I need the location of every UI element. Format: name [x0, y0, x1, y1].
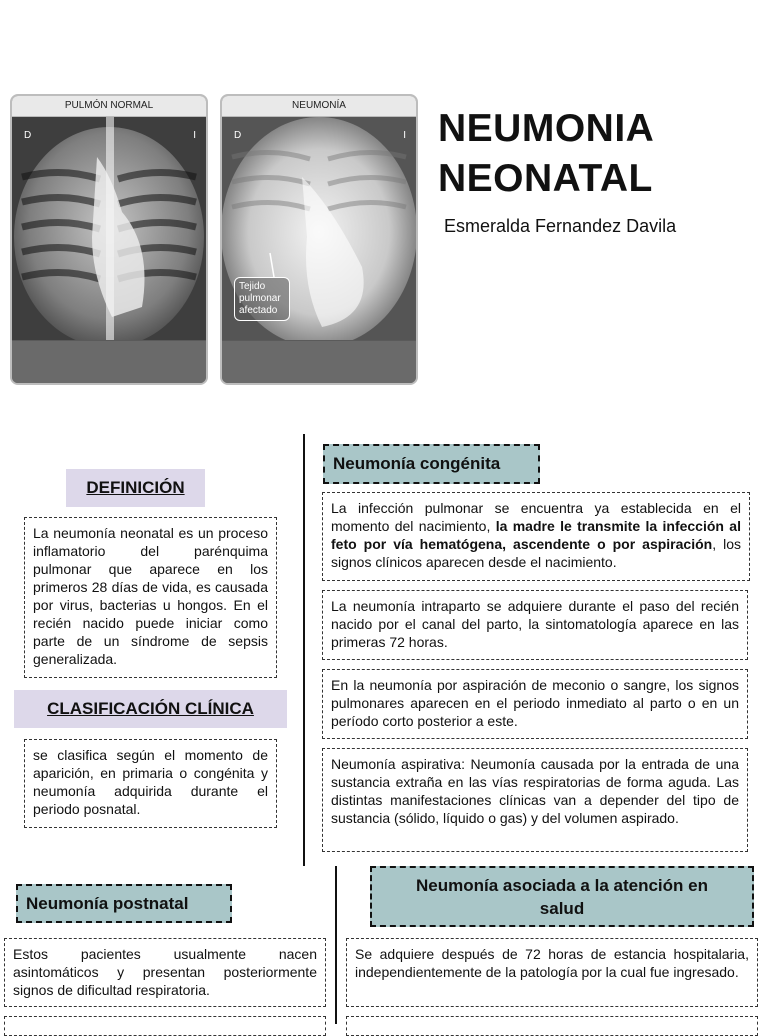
xray-pneumonia-caption: NEUMONÍA	[222, 96, 416, 117]
salud-heading	[370, 866, 754, 927]
congenita-box-2: La neumonía intraparto se adquiere durante el paso del recién nacido por el canal del parto, la sintomatología aparece en las primeras 72 horas.	[322, 590, 748, 660]
xray-pneumonia-left-label: D	[234, 130, 242, 141]
divider-upper	[303, 434, 305, 866]
clasificacion-box: se clasifica según el momento de aparición, en primaria o congénita y neumonía adquirida durante el periodo posnatal.	[24, 739, 277, 828]
congenita-box-1	[322, 492, 750, 581]
salud-box: Se adquiere después de 72 horas de estancia hospitalaria, independientemente de la patología por la cual fue ingresado.	[346, 938, 758, 1007]
definicion-heading: DEFINICIÓN	[66, 469, 205, 507]
congenita-box-1-end: , los signos clínicos aparecen desde el nacimiento.	[331, 536, 741, 570]
congenita-box-1-bold: la madre le transmite la infección al feto por vía hematógena, ascendente o por aspiración	[331, 518, 741, 552]
xray-pneumonia-right-label: I	[403, 130, 406, 141]
xray-normal-image	[12, 117, 206, 340]
xray-normal-right-label: I	[193, 130, 196, 141]
author-name: Esmeralda Fernandez Davila	[444, 216, 677, 236]
xray-callout	[234, 277, 290, 321]
callout-line-3: afectado	[239, 305, 278, 316]
congenita-box-3: En la neumonía por aspiración de meconio o sangre, los signos pulmonares aparecen en el periodo inmediato al parto o en un período corto posterior a este.	[322, 669, 748, 739]
divider-lower	[335, 866, 337, 1024]
xray-pneumonia-footer	[222, 341, 416, 383]
xray-normal-caption: PULMÓN NORMAL	[12, 96, 206, 117]
clasificacion-heading: CLASIFICACIÓN CLÍNICA	[14, 690, 287, 728]
xray-normal-panel	[10, 94, 208, 385]
callout-line-2: pulmonar	[239, 293, 281, 304]
postnatal-box-2	[4, 1016, 326, 1036]
salud-heading-line-2: salud	[539, 899, 585, 918]
xray-pneumonia-panel	[220, 94, 418, 385]
xray-normal-footer	[12, 341, 206, 383]
congenita-box-4: Neumonía aspirativa: Neumonía causada por la entrada de una sustancia extraña en las vías respiratorias de forma aguda. Las distintas manifestaciones clínicas van a depender del tipo de sustancia (sólido, líquido o gas) y del volumen aspirado.	[322, 748, 748, 852]
page-title	[438, 104, 654, 204]
xray-normal-left-label: D	[24, 130, 32, 141]
salud-box-2	[346, 1016, 758, 1036]
congenita-heading: Neumonía congénita	[323, 444, 540, 484]
salud-heading-line-1: Neumonía asociada a la atención en	[416, 876, 708, 895]
definicion-box: La neumonía neonatal es un proceso inflamatorio del parénquima pulmonar que aparece en los primeros 28 días de vida, es causada por virus, bacterias u hongos. En el recién nacido puede iniciar como parte de un síndrome de sepsis generalizada.	[24, 517, 277, 678]
postnatal-box: Estos pacientes usualmente nacen asintomáticos y presentan posteriormente signos de dificultad respiratoria.	[4, 938, 326, 1007]
title-line-1: NEUMONIA	[438, 107, 655, 150]
title-line-2: NEONATAL	[438, 157, 653, 200]
callout-line-1: Tejido	[239, 281, 266, 292]
congenita-box-1-text: La infección pulmonar se encuentra ya establecida en el momento del nacimiento,	[331, 500, 741, 534]
postnatal-heading: Neumonía postnatal	[16, 884, 232, 923]
